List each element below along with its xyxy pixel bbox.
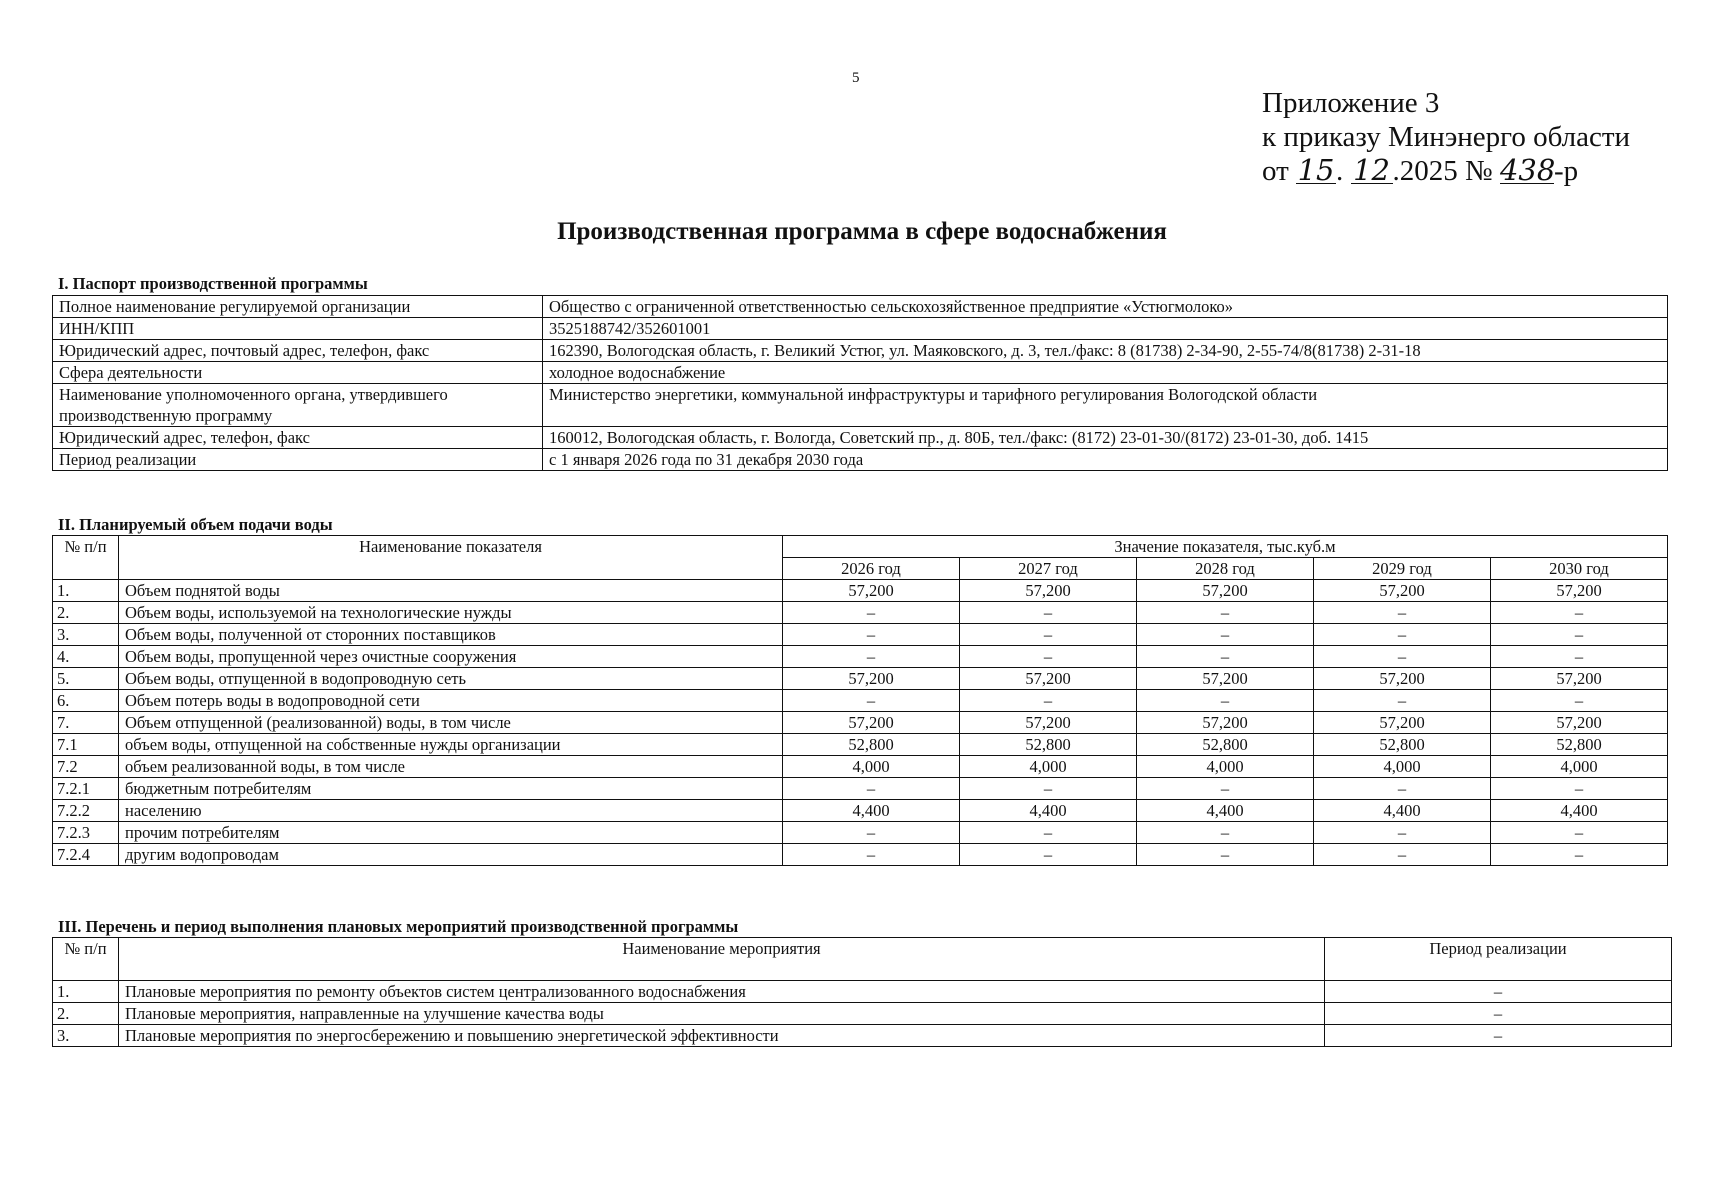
indicator-value: –	[1314, 624, 1491, 646]
indicator-value: 52,800	[1137, 734, 1314, 756]
table-row	[53, 318, 1668, 340]
table-row	[53, 624, 1668, 646]
indicator-name: населению	[119, 800, 783, 822]
indicator-value: –	[783, 690, 960, 712]
passport-label: Сфера деятельности	[53, 362, 543, 384]
indicator-value: –	[1137, 646, 1314, 668]
indicator-value: –	[1137, 844, 1314, 866]
col-name-header: Наименование показателя	[119, 536, 783, 580]
appendix-line-2: к приказу Минэнерго области	[1262, 121, 1631, 153]
passport-label: Период реализации	[53, 449, 543, 471]
passport-table	[52, 295, 1668, 471]
indicator-name: бюджетным потребителям	[119, 778, 783, 800]
indicator-name: объем воды, отпущенной на собственные нужды организации	[119, 734, 783, 756]
indicator-value: –	[1491, 844, 1668, 866]
indicator-value: –	[1491, 778, 1668, 800]
appendix-date-line	[1262, 154, 1630, 188]
row-number: 5.	[53, 668, 119, 690]
measure-name: Плановые мероприятия, направленные на улучшение качества воды	[119, 1003, 1325, 1025]
table-row	[53, 1025, 1672, 1047]
row-number: 3.	[53, 1025, 119, 1047]
measure-period: –	[1325, 1025, 1672, 1047]
indicator-value: –	[1491, 646, 1668, 668]
document-title: Производственная программа в сфере водоснабжения	[557, 218, 1167, 245]
indicator-value: 52,800	[1314, 734, 1491, 756]
table-row	[53, 756, 1668, 778]
indicator-value: –	[960, 778, 1137, 800]
indicator-value: –	[783, 646, 960, 668]
section-3-heading: III. Перечень и период выполнения плановых мероприятий производственной программы	[58, 917, 739, 936]
indicator-value: –	[1491, 690, 1668, 712]
passport-value: Министерство энергетики, коммунальной инфраструктуры и тарифного регулирования Вологодской области	[543, 384, 1668, 427]
measures-table	[52, 937, 1672, 1047]
indicator-value: 4,400	[1491, 800, 1668, 822]
indicator-value: 57,200	[1137, 712, 1314, 734]
indicator-name: Объем воды, пропущенной через очистные сооружения	[119, 646, 783, 668]
passport-value: Общество с ограниченной ответственностью сельскохозяйственное предприятие «Устюгмолоко»	[543, 296, 1668, 318]
indicator-value: 57,200	[1491, 668, 1668, 690]
indicator-value: –	[1491, 822, 1668, 844]
section-2-heading: II. Планируемый объем подачи воды	[58, 515, 333, 534]
row-number: 7.2.3	[53, 822, 119, 844]
year-header: 2026 год	[783, 558, 960, 580]
indicator-value: 57,200	[960, 668, 1137, 690]
passport-label: ИНН/КПП	[53, 318, 543, 340]
indicator-value: –	[1314, 778, 1491, 800]
table-row	[53, 1003, 1672, 1025]
indicator-value: 57,200	[1314, 580, 1491, 602]
year-header: 2029 год	[1314, 558, 1491, 580]
appendix-line-1: Приложение 3	[1262, 87, 1440, 119]
table-row	[53, 602, 1668, 624]
indicator-name: Объем отпущенной (реализованной) воды, в том числе	[119, 712, 783, 734]
indicator-value: 4,000	[783, 756, 960, 778]
row-number: 4.	[53, 646, 119, 668]
indicator-value: –	[1137, 690, 1314, 712]
row-number: 6.	[53, 690, 119, 712]
indicator-name: объем реализованной воды, в том числе	[119, 756, 783, 778]
table-row	[53, 712, 1668, 734]
section-1-heading: I. Паспорт производственной программы	[58, 274, 368, 293]
col-period-header: Период реализации	[1325, 938, 1672, 981]
indicator-value: –	[1314, 822, 1491, 844]
indicator-value: –	[783, 602, 960, 624]
indicator-value: 57,200	[1137, 668, 1314, 690]
table-row	[53, 690, 1668, 712]
table-row	[53, 734, 1668, 756]
indicator-value: 57,200	[783, 668, 960, 690]
indicator-name: Объем поднятой воды	[119, 580, 783, 602]
measure-name: Плановые мероприятия по энергосбережению и повышению энергетической эффективности	[119, 1025, 1325, 1047]
indicator-value: –	[783, 778, 960, 800]
passport-label: Полное наименование регулируемой организации	[53, 296, 543, 318]
page-number: 5	[852, 70, 860, 86]
indicator-value: 4,000	[1491, 756, 1668, 778]
handwritten-day: 15	[1297, 153, 1335, 187]
table-row	[53, 449, 1668, 471]
indicator-value: 57,200	[960, 580, 1137, 602]
row-number: 7.2.1	[53, 778, 119, 800]
indicator-value: 57,200	[1314, 712, 1491, 734]
indicator-value: 57,200	[783, 712, 960, 734]
table-row	[53, 844, 1668, 866]
table-row	[53, 340, 1668, 362]
indicator-value: 57,200	[1491, 580, 1668, 602]
indicator-value: –	[960, 624, 1137, 646]
table-row	[53, 580, 1668, 602]
indicator-value: –	[960, 646, 1137, 668]
handwritten-month: 12	[1351, 157, 1393, 184]
row-number: 3.	[53, 624, 119, 646]
indicator-value: 57,200	[1491, 712, 1668, 734]
indicator-name: другим водопроводам	[119, 844, 783, 866]
year-and-number-sign: .2025 №	[1392, 155, 1493, 187]
table-row	[53, 800, 1668, 822]
table-row	[53, 822, 1668, 844]
passport-value: 160012, Вологодская область, г. Вологда, Советский пр., д. 80Б, тел./факс: (8172) 23-01-30/(8172) 23-01-30, доб. 1415	[543, 427, 1668, 449]
indicator-value: –	[960, 602, 1137, 624]
passport-label: Наименование уполномоченного органа, утвердившего производственную программу	[53, 384, 543, 427]
col-value-header: Значение показателя, тыс.куб.м	[783, 536, 1668, 558]
passport-label: Юридический адрес, почтовый адрес, телефон, факс	[53, 340, 543, 362]
year-header: 2027 год	[960, 558, 1137, 580]
indicator-value: 4,400	[960, 800, 1137, 822]
indicator-value: 4,000	[1314, 756, 1491, 778]
row-number: 2.	[53, 602, 119, 624]
indicator-value: 4,000	[1137, 756, 1314, 778]
indicator-value: –	[783, 822, 960, 844]
indicator-value: 57,200	[960, 712, 1137, 734]
table-row	[53, 362, 1668, 384]
indicator-value: –	[1491, 624, 1668, 646]
passport-value: холодное водоснабжение	[543, 362, 1668, 384]
indicator-value: –	[1137, 822, 1314, 844]
row-number: 7.2.4	[53, 844, 119, 866]
from-prefix: от	[1262, 155, 1289, 187]
measure-period: –	[1325, 1003, 1672, 1025]
indicator-value: 4,400	[1137, 800, 1314, 822]
indicator-name: Объем воды, отпущенной в водопроводную сеть	[119, 668, 783, 690]
indicator-value: 4,000	[960, 756, 1137, 778]
row-number: 7.1	[53, 734, 119, 756]
passport-value: 162390, Вологодская область, г. Великий Устюг, ул. Маяковского, д. 3, тел./факс: 8 (81738) 2-34-90, 2-55-74/8(81738) 2-31-18	[543, 340, 1668, 362]
passport-label: Юридический адрес, телефон, факс	[53, 427, 543, 449]
table-row	[53, 981, 1672, 1003]
indicator-value: –	[1314, 602, 1491, 624]
col-no-header: № п/п	[53, 536, 119, 580]
row-number: 2.	[53, 1003, 119, 1025]
indicator-value: –	[960, 822, 1137, 844]
table-row	[53, 778, 1668, 800]
indicator-value: –	[783, 844, 960, 866]
indicator-name: прочим потребителям	[119, 822, 783, 844]
indicator-value: –	[960, 844, 1137, 866]
indicator-value: 4,400	[1314, 800, 1491, 822]
indicator-value: –	[1314, 646, 1491, 668]
table-row	[53, 668, 1668, 690]
indicator-value: –	[1314, 690, 1491, 712]
row-number: 7.2.2	[53, 800, 119, 822]
table-row	[53, 296, 1668, 318]
water-volume-table	[52, 535, 1668, 866]
indicator-value: –	[1137, 778, 1314, 800]
indicator-name: Объем воды, полученной от сторонних поставщиков	[119, 624, 783, 646]
passport-value: 3525188742/352601001	[543, 318, 1668, 340]
indicator-value: –	[1491, 602, 1668, 624]
indicator-value: 52,800	[783, 734, 960, 756]
indicator-value: 57,200	[783, 580, 960, 602]
indicator-value: 4,400	[783, 800, 960, 822]
row-number: 7.2	[53, 756, 119, 778]
row-number: 1.	[53, 580, 119, 602]
indicator-value: –	[1137, 602, 1314, 624]
indicator-value: 57,200	[1314, 668, 1491, 690]
indicator-value: 57,200	[1137, 580, 1314, 602]
indicator-value: –	[1314, 844, 1491, 866]
col-no-header: № п/п	[53, 938, 119, 981]
appendix-block	[1262, 86, 1630, 188]
measure-name: Плановые мероприятия по ремонту объектов систем централизованного водоснабжения	[119, 981, 1325, 1003]
handwritten-order-number: 438	[1499, 153, 1556, 187]
table-row	[53, 384, 1668, 427]
indicator-name: Объем потерь воды в водопроводной сети	[119, 690, 783, 712]
col-name-header: Наименование мероприятия	[119, 938, 1325, 981]
year-header: 2028 год	[1137, 558, 1314, 580]
measure-period: –	[1325, 981, 1672, 1003]
indicator-value: 52,800	[1491, 734, 1668, 756]
indicator-value: –	[783, 624, 960, 646]
indicator-value: 52,800	[960, 734, 1137, 756]
year-header: 2030 год	[1491, 558, 1668, 580]
table-row	[53, 646, 1668, 668]
indicator-value: –	[1137, 624, 1314, 646]
passport-value: с 1 января 2026 года по 31 декабря 2030 года	[543, 449, 1668, 471]
row-number: 1.	[53, 981, 119, 1003]
date-dot: .	[1336, 155, 1344, 187]
indicator-name: Объем воды, используемой на технологические нужды	[119, 602, 783, 624]
indicator-value: –	[960, 690, 1137, 712]
order-suffix: -р	[1553, 155, 1579, 187]
row-number: 7.	[53, 712, 119, 734]
table-row	[53, 427, 1668, 449]
